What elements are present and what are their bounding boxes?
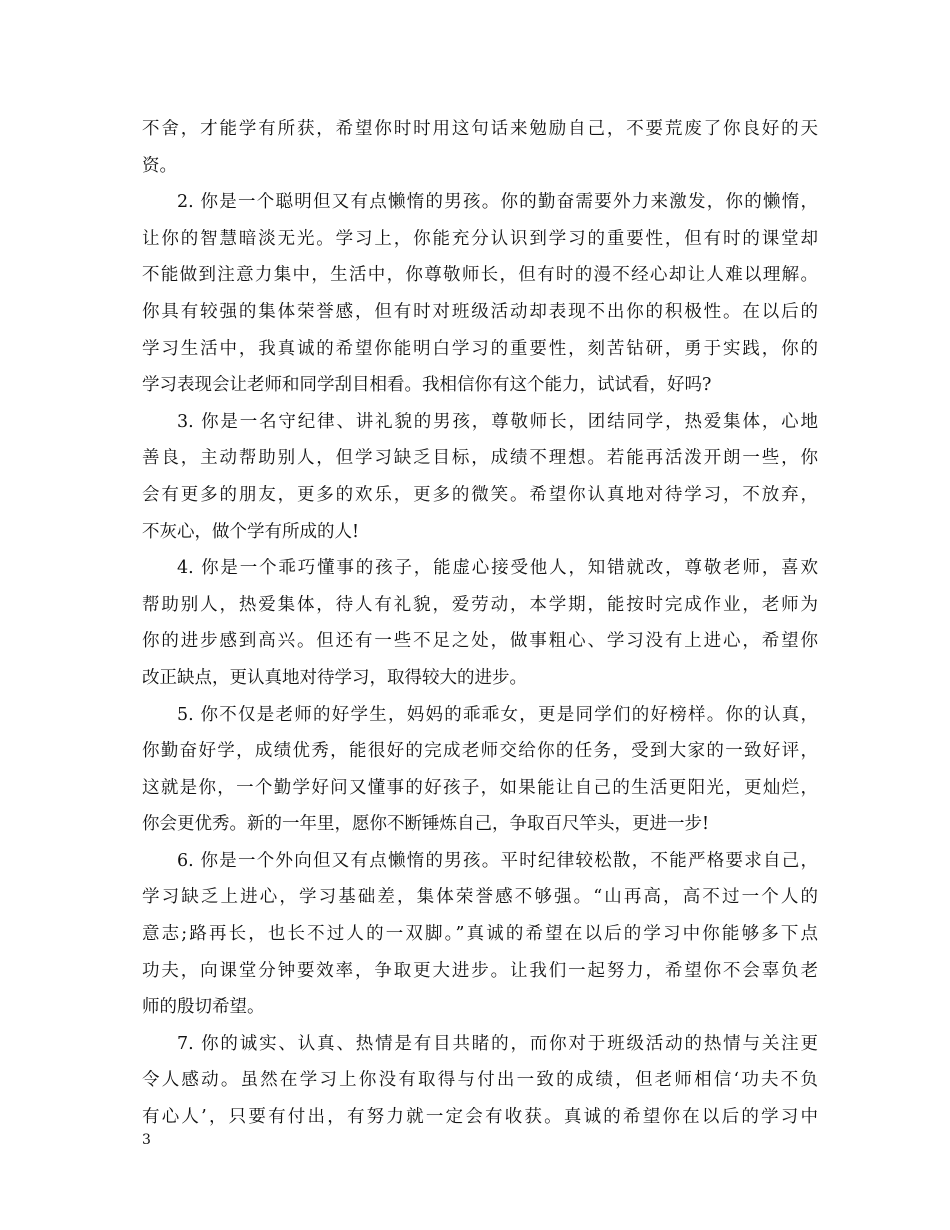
text-line: 改正缺点，更认真地对待学习，取得较大的进步。: [142, 667, 527, 688]
paragraph-start-line: 2. 你是一个聪明但又有点懒惰的男孩。你的勤奋需要外力来激发，你的懒惰，: [177, 192, 818, 213]
text-line: 学习缺乏上进心，学习基础差，集体荣誉感不够强。“山再高，高不过一个人的: [142, 887, 818, 908]
text-line: 不灰心，做个学有所成的人!: [142, 521, 360, 542]
text-line: 有心人’，只要有付出，有努力就一定会有收获。真诚的希望你在以后的学习中: [142, 1107, 818, 1128]
text-line: 学习生活中，我真诚的希望你能明白学习的重要性，刻苦钻研，勇于实践，你的: [142, 338, 818, 359]
text-line: 令人感动。虽然在学习上你没有取得与付出一致的成绩，但老师相信‘功夫不负: [142, 1070, 818, 1091]
text-line: 你会更优秀。新的一年里，愿你不断锤炼自己，争取百尺竿头，更进一步!: [142, 814, 710, 835]
paragraph-start-line: 3. 你是一名守纪律、讲礼貌的男孩，尊敬师长，团结同学，热爱集体，心地: [177, 411, 818, 432]
text-line: 不舍，才能学有所获，希望你时时用这句话来勉励自己，不要荒废了你良好的天: [142, 119, 818, 139]
text-line: 会有更多的朋友，更多的欢乐，更多的微笑。希望你认真地对待学习，不放弃，: [142, 484, 818, 505]
text-line: 资。: [142, 155, 177, 176]
paragraph-start-line: 6. 你是一个外向但又有点懒惰的男孩。平时纪律较松散，不能严格要求自己，: [177, 850, 818, 871]
document-body: [142, 111, 818, 1136]
page-number: 3: [142, 1132, 151, 1148]
text-line: 这就是你，一个勤学好问又懂事的好孩子，如果能让自己的生活更阳光，更灿烂，: [142, 777, 818, 798]
text-line: 让你的智慧暗淡无光。学习上，你能充分认识到学习的重要性，但有时的课堂却: [142, 228, 818, 249]
text-line: 不能做到注意力集中，生活中，你尊敬师长，但有时的漫不经心却让人难以理解。: [142, 265, 818, 286]
paragraph-start-line: 4. 你是一个乖巧懂事的孩子，能虚心接受他人，知错就改，尊敬老师，喜欢: [177, 558, 818, 579]
text-line: 你勤奋好学，成绩优秀，能很好的完成老师交给你的任务，受到大家的一致好评，: [142, 741, 818, 762]
text-line: 你的进步感到高兴。但还有一些不足之处，做事粗心、学习没有上进心，希望你: [142, 631, 818, 652]
paragraph-start-line: 5. 你不仅是老师的好学生，妈妈的乖乖女，更是同学们的好榜样。你的认真，: [177, 704, 818, 725]
text-line: 善良，主动帮助别人，但学习缺乏目标，成绩不理想。若能再活泼开朗一些，你: [142, 448, 818, 469]
text-line: 师的殷切希望。: [142, 997, 265, 1018]
text-line: 学习表现会让老师和同学刮目相看。我相信你有这个能力，试试看，好吗?: [142, 375, 712, 396]
paragraph-start-line: 7. 你的诚实、认真、热情是有目共睹的，而你对于班级活动的热情与关注更: [177, 1033, 818, 1054]
text-line: 你具有较强的集体荣誉感，但有时对班级活动却表现不出你的积极性。在以后的: [142, 301, 818, 322]
text-line: 功夫，向课堂分钟要效率，争取更大进步。让我们一起努力，希望你不会辜负老: [142, 960, 818, 981]
text-line: 帮助别人，热爱集体，待人有礼貌，爱劳动，本学期，能按时完成作业，老师为: [142, 594, 818, 615]
text-line: 意志;路再长，也长不过人的一双脚。”真诚的希望在以后的学习中你能够多下点: [142, 924, 818, 945]
